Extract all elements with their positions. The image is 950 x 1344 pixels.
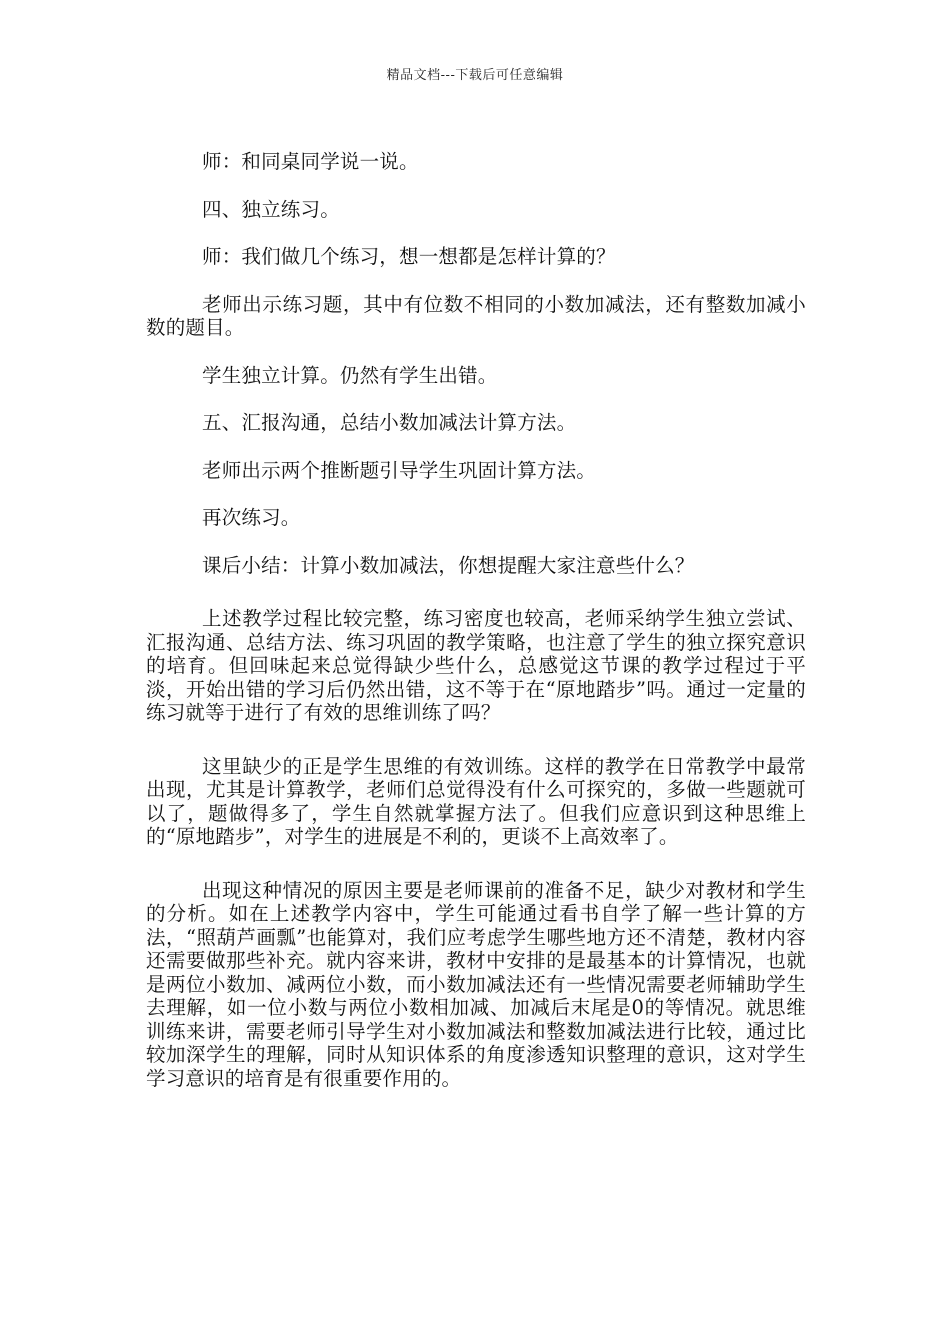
- paragraph-11: 这里缺少的正是学生思维的有效训练。这样的教学在日常教学中最常出现，尤其是计算教学，老师们总觉得没有什么可探究的，多做一些题就可以了，题做得多了，学生自然就掌握方法了。但我们应意识到这种思维上的“原地踏步”，对学生的进展是不利的，更谈不上高效率了。: [146, 754, 806, 848]
- paragraph-4: 老师出示练习题，其中有位数不相同的小数加减法，还有整数加减小数的题目。: [146, 292, 806, 339]
- paragraph-5: 学生独立计算。仍然有学生出错。: [202, 363, 498, 387]
- paragraph-10: 上述教学过程比较完整，练习密度也较高，老师采纳学生独立尝试、汇报沟通、总结方法、练习巩固的教学策略，也注意了学生的独立探究意识的培育。但回味起来总觉得缺少些什么，总感觉这节课的教学过程过于平淡，开始出错的学习后仍然出错，这不等于在“原地踏步”吗。通过一定量的练习就等于进行了有效的思维训练了吗？: [146, 607, 806, 724]
- paragraph-8: 再次练习。: [202, 506, 301, 529]
- paragraph-1: 师：和同桌同学说一说。: [202, 150, 419, 173]
- paragraph-2: 四、独立练习。: [202, 197, 340, 221]
- document-body: [146, 150, 806, 1114]
- page-header: 精品文档---下载后可任意编辑: [386, 68, 564, 83]
- paragraph-7: 老师出示两个推断题引导学生巩固计算方法。: [202, 458, 597, 482]
- paragraph-3: 师：我们做几个练习，想一想都是怎样计算的？: [202, 245, 616, 268]
- paragraph-12: 出现这种情况的原因主要是老师课前的准备不足，缺少对教材和学生的分析。如在上述教学内容中，学生可能通过看书自学了解一些计算的方法，“照葫芦画瓢”也能算对，我们应考虑学生哪些地方还不清楚，教材内容还需要做那些补充。就内容来讲，教材中安排的是最基本的计算情况，也就是两位小数加、减两位小数，而小数加减法还有一些情况需要老师辅助学生去理解，如一位小数与两位小数相加减、加减后末尾是0的等情况。就思维训练来讲，需要老师引导学生对小数加减法和整数加减法进行比较，通过比较加深学生的理解，同时从知识体系的角度渗透知识整理的意识，这对学生学习意识的培育是有很重要作用的。: [146, 878, 806, 1090]
- paragraph-9: 课后小结：计算小数加减法，你想提醒大家注意些什么？: [202, 553, 695, 577]
- paragraph-6: 五、汇报沟通，总结小数加减法计算方法。: [202, 411, 577, 434]
